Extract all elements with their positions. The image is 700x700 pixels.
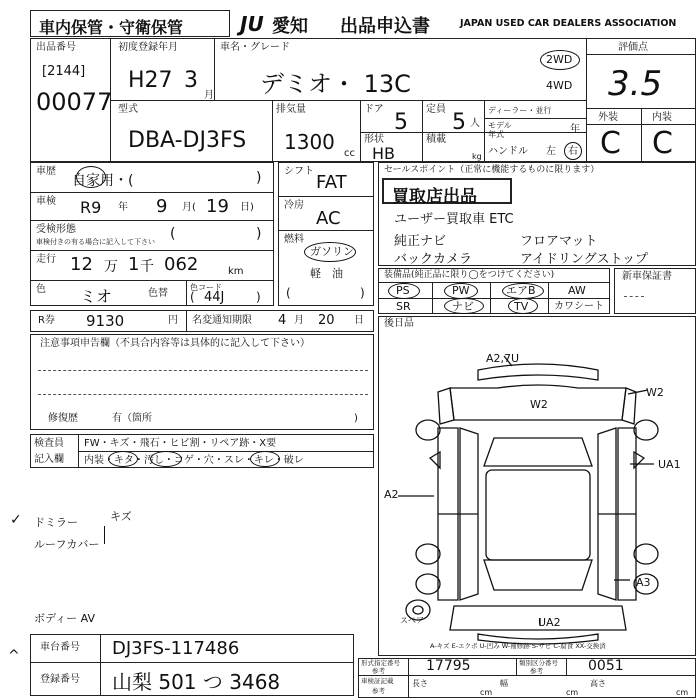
equip-navi[interactable]: ナビ [452, 300, 474, 313]
model-year-label-1: モデル [488, 121, 512, 130]
type-label-2: 参考 [372, 667, 385, 675]
inspection-year-unit: 年 [118, 202, 128, 213]
name-change-month-unit: 月 [294, 315, 304, 326]
inspection-month: 9 [156, 196, 168, 217]
name-change-label: 名変通知期限 [192, 315, 252, 326]
sales-point-label: セールスポイント（正常に機能するものに限ります） [384, 165, 600, 175]
load-label: 積載 [426, 134, 446, 145]
ju-logo-text: JU [240, 12, 264, 36]
interior-label: 内装 [652, 112, 672, 123]
mileage-value-2: 1 [128, 254, 140, 275]
check-scratch-circle [108, 451, 138, 467]
inspection-label: 車検 [36, 196, 56, 207]
mileage-unit-1: 万 [104, 259, 118, 275]
mileage-value-1: 12 [70, 254, 93, 275]
inspection-year: R9 [80, 198, 102, 217]
handle-left[interactable]: 左 [546, 146, 556, 157]
org-name: 愛知 [272, 16, 308, 37]
plate-value: 山梨 501 つ 3468 [112, 670, 281, 694]
margin-check-1: ✓ [10, 512, 22, 528]
rear-item-label: 後日品 [384, 318, 414, 329]
equip-pw[interactable]: PW [452, 284, 470, 297]
mark-left-side: A2 [384, 488, 399, 501]
name-change-day: 20 [318, 313, 335, 328]
inspector-note-line-2: ルーフカバー [34, 538, 100, 551]
capacity-value: 5 [452, 110, 466, 135]
buyback-stamp-text: 買取店出品 [392, 187, 477, 207]
mark-right-rear: A3 [636, 576, 651, 589]
class-label-2: 参考 [530, 667, 543, 675]
equip-tv[interactable]: TV [514, 300, 529, 313]
header-badge-text: 車内保管・守衛保管 [39, 18, 184, 37]
name-change-month: 4 [278, 313, 287, 328]
model-value: DBA-DJ3FS [128, 128, 247, 153]
height-label: 高さ [590, 679, 606, 688]
buyback-stamp [382, 178, 512, 207]
cooling-value: AC [316, 208, 341, 229]
cert-label-1: 車検証記載 [361, 677, 394, 685]
displacement-label: 排気量 [276, 104, 306, 115]
drive-2wd[interactable]: 2WD [546, 53, 573, 66]
receive-close: ) [256, 226, 262, 242]
class-label-1: 類別区分番号 [519, 659, 558, 667]
width-unit: cm [566, 688, 579, 697]
repair-close: ) [354, 413, 358, 424]
form-title: 出品申込書 [340, 16, 430, 37]
car-name-value: デミオ・ 13C [260, 70, 411, 98]
lot-number: 00077 [36, 88, 113, 116]
sales-point-line-3a: バックカメラ [394, 252, 473, 267]
mark-hood: W2 [530, 398, 548, 411]
evaluation-label: 評価点 [618, 42, 648, 53]
sales-point-line-2a: 純正ナビ [394, 234, 447, 249]
inspection-month-unit: 月( [182, 202, 196, 213]
type-value: 17795 [426, 658, 471, 674]
equip-seat[interactable]: カワシート [554, 301, 604, 312]
inspector-note-line-1-val: キズ [110, 510, 132, 523]
mark-rear-bottom: UA2 [538, 616, 561, 629]
damage-legend: A-キズ E-エクボ U-凹み W-補修跡 S-サビ C-腐食 XX-交換済 [430, 642, 606, 650]
inspector-note-line-3: ボディー AV [34, 612, 95, 625]
registration-year: H27 [128, 68, 173, 93]
height-unit: cm [676, 688, 689, 697]
header-badge [30, 10, 230, 37]
inspector-note-line-1: ドミラー [34, 516, 78, 529]
notes-label: 注意事項申告欄（不具合内容等は具体的に記入して下さい） [40, 338, 310, 349]
name-change-day-unit: 日 [354, 315, 364, 326]
fuel-close: ) [360, 286, 365, 300]
car-name-label: 車名・グレード [220, 42, 290, 53]
history-label: 車歴 [36, 166, 56, 177]
color-value: ミオ [80, 287, 113, 306]
sales-point-line-3b: アイドリングストップ [520, 252, 649, 267]
equip-ps[interactable]: PS [396, 284, 410, 297]
shift-label: シフト [284, 166, 314, 177]
load-unit: kg [472, 152, 482, 161]
lot-label: 出品番号 [36, 42, 76, 53]
mileage-label: 走行 [36, 254, 56, 265]
length-label: 長さ [412, 679, 428, 688]
shape-label: 形状 [364, 134, 384, 145]
equipment-label: 装備品(純正品に限り◯をつけてください) [384, 270, 555, 280]
class-value: 0051 [588, 658, 624, 674]
handle-label: ハンドル [488, 146, 528, 157]
inspection-day-unit: 日) [240, 202, 254, 213]
color-code-value: 44J [204, 290, 225, 305]
capacity-unit: 人 [470, 118, 480, 129]
mark-front-top: A2,7U [486, 352, 520, 365]
equip-airbag[interactable]: エアB [506, 284, 536, 297]
model-label: 型式 [118, 104, 138, 115]
check-label-2: 記入欄 [34, 454, 64, 465]
margin-check-2: ^ [8, 648, 20, 664]
mark-right-front: W2 [646, 386, 664, 399]
evaluation-score: 3.5 [608, 64, 663, 104]
fuel-gasoline[interactable]: ガソリン [310, 245, 354, 258]
color-label: 色 [36, 284, 46, 295]
model-year-unit: 年 [570, 124, 580, 135]
interior-grade: C [652, 126, 673, 161]
chassis-label: 車台番号 [40, 642, 80, 653]
color-code-label: 色コード [190, 283, 222, 292]
displacement-value: 1300 [284, 130, 335, 154]
mileage-value-3: 062 [164, 254, 199, 275]
history-value: 自家用・( [72, 173, 134, 189]
cooling-label: 冷房 [284, 200, 304, 211]
width-label: 幅 [500, 679, 508, 688]
sales-point-line-2b: フロアマット [520, 234, 598, 249]
repair-value: 有（箇所 [112, 413, 152, 424]
displacement-unit: cc [344, 148, 355, 159]
sales-point-line-1: ユーザー買取車 ETC [394, 212, 514, 227]
dealer-label: ディーラー・並行 [488, 106, 552, 115]
drive-4wd[interactable]: 4WD [546, 79, 573, 92]
doors-value: 5 [394, 110, 408, 135]
exterior-grade: C [600, 126, 621, 161]
receive-form-sub: 車検付きの有る場合に記入して下さい [36, 238, 155, 246]
shape-value: HB [372, 144, 396, 163]
history-close: ) [256, 170, 262, 186]
color-code-close: ) [256, 290, 261, 304]
check-label-1: 検査員 [34, 438, 64, 449]
plate-label: 登録番号 [40, 674, 80, 685]
recycle-label: R券 [38, 315, 55, 326]
mark-right-side: UA1 [658, 458, 681, 471]
model-year-label-2: 年式 [488, 130, 504, 139]
equip-sr[interactable]: SR [396, 300, 411, 313]
warranty-label: 新車保証書 [622, 271, 672, 282]
check-dirt-circle [150, 451, 182, 467]
capacity-label: 定員 [426, 104, 446, 115]
lot-bracket: [2144] [42, 64, 86, 79]
spare-label: スペア [400, 616, 424, 625]
color-code-open: ( [190, 290, 195, 304]
recycle-value: 9130 [86, 312, 125, 330]
cert-label-2: 参考 [372, 687, 385, 695]
color-change-label: 色替 [148, 288, 168, 299]
fuel-diesel[interactable]: 軽 油 [310, 267, 343, 280]
check-row-1: FW・キズ・飛石・ヒビ割・リペア跡・X要 [84, 438, 277, 449]
check-wear-circle [250, 451, 280, 467]
mileage-unit-2: 千 [140, 259, 154, 275]
registration-label: 初度登録年月 [118, 42, 178, 53]
doors-label: ドア [364, 104, 384, 115]
registration-month-unit: 月 [204, 90, 214, 101]
recycle-unit: 円 [168, 315, 178, 326]
receive-open: ( [170, 226, 176, 242]
length-unit: cm [480, 688, 493, 697]
association-name: JAPAN USED CAR DEALERS ASSOCIATION [460, 18, 677, 29]
exterior-label: 外装 [598, 112, 618, 123]
inspection-day: 19 [206, 196, 229, 217]
fuel-open: ( [286, 286, 291, 300]
repair-label: 修復歴 [48, 413, 78, 424]
chassis-value: DJ3FS-117486 [112, 638, 240, 659]
check-row-2: 内装・キタ・汚し・コゲ・穴・スレ・キレ・破レ [84, 455, 304, 466]
registration-month: 3 [184, 68, 198, 93]
fuel-label: 燃料 [284, 234, 304, 245]
equip-aw[interactable]: AW [568, 284, 586, 297]
receive-form-label: 受検形態 [36, 224, 76, 235]
shift-value: FAT [316, 172, 347, 193]
handle-right[interactable]: 右 [568, 146, 578, 157]
mileage-unit: km [228, 266, 244, 277]
type-label-1: 形式指定番号 [361, 659, 400, 667]
